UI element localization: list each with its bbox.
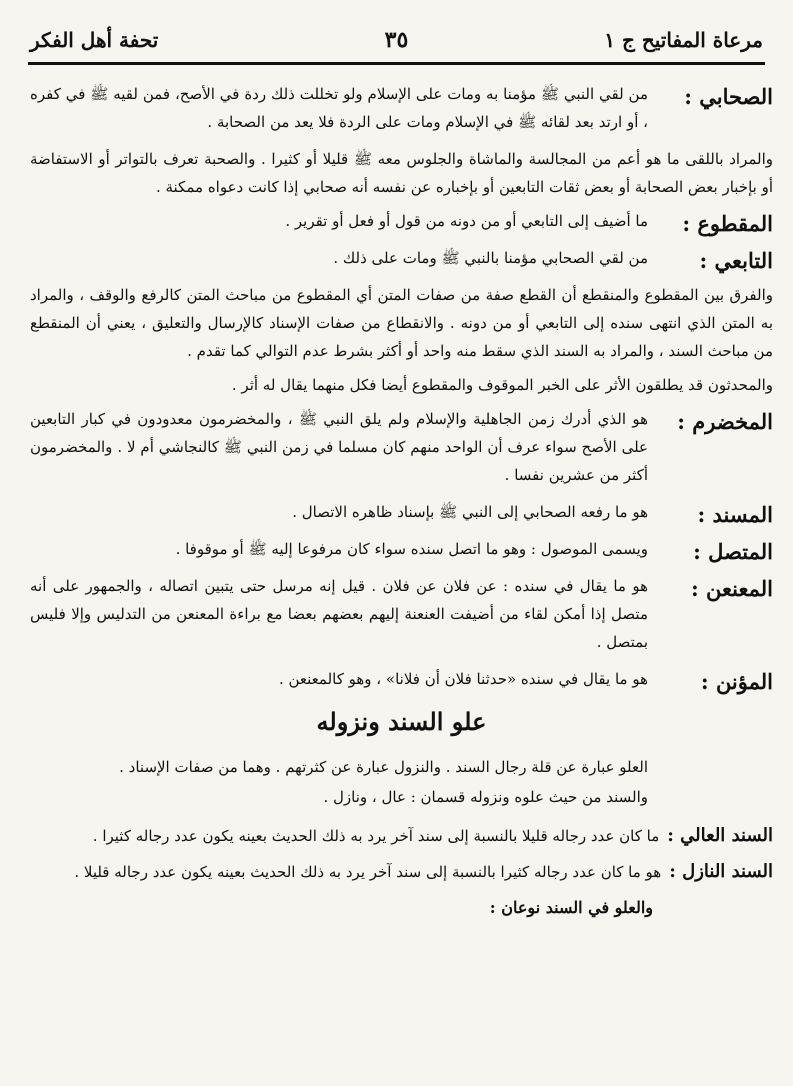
definition-text: هو ما يقال في سنده : عن فلان عن فلان . قيل إنه مرسل حتى يتبين اتصاله ، والجمهور على أنه متصل إذا أمكن لقاء من أضيفت العنعنة إليهم بعضهم بعضا مع براءة المعنعن من التدليس وإلا فليس بمتصل .: [30, 577, 648, 651]
definition-text: من لقي النبي ﷺ مؤمنا به ومات على الإسلام ولو تخللت ذلك ردة في الأصح، فمن لقيه ﷺ في كفره ، أو ارتد بعد لقائه ﷺ في الإسلام ومات على الردة فلا يعد من الصحابة .: [30, 85, 648, 131]
term-sanad-nazil: السند النازل :: [669, 861, 773, 882]
definition-entry: [30, 665, 773, 695]
definition-body: [30, 665, 648, 695]
definition-text: هو ما يقال في سنده «حدثنا فلان أن فلانا» ، وهو كالمعنعن .: [278, 670, 648, 688]
definition-entry: [30, 244, 773, 274]
paragraph: والفرق بين المقطوع والمنقطع أن القطع صفة من صفات المتن أي المقطوع من مباحث المتن كالرفع والوقف ، والمراد به المتن الذي انتهى سنده إلى التابعي أو من دونه . والانقطاع من صفات الإسناد كالإرسال والتعليق ، يعني أن المنقطع من مباحث السند ، والمراد به السند الذي سقط منه واحد أو أكثر بشرط عدم التوالي كما تقدم .: [30, 286, 773, 360]
definition-entry: [30, 498, 773, 528]
term: المسند :: [697, 502, 773, 527]
definition-text: هو ما كان عدد رجاله كثيرا بالنسبة إلى سند آخر يرد به ذلك الحديث بعينه يكون عدد رجاله قليلا .: [74, 863, 662, 881]
paragraph: والمراد باللقى ما هو أعم من المجالسة والماشاة والجلوس معه ﷺ قليلا أو كثيرا . والصحبة تعرف بالتواتر أو الاستفاضة أو بإخبار بعض الصحابة أو بعض ثقات التابعين أو بإخباره عن نفسه أنه صحابي إذا كانت دعواه ممكنة .: [30, 150, 773, 196]
term: التابعي :: [699, 248, 773, 273]
definition-body: [30, 80, 648, 138]
header-title-right: مرعاة المفاتيح ج ١: [604, 28, 763, 52]
term: المؤنن :: [700, 669, 773, 694]
definition-entry: [30, 207, 773, 237]
entries: [30, 80, 773, 922]
closing-line: والعلو في السند نوعان :: [489, 898, 653, 917]
term-sanad-aali: السند العالي :: [667, 825, 773, 846]
paragraph: والمحدثون قد يطلقون الأثر على الخبر الموقوف والمقطوع أيضا فكل منهما يقال له أثر .: [231, 376, 773, 394]
definition-body: [30, 572, 648, 658]
definition-text: ما أضيف إلى التابعي أو من دونه من قول أو فعل أو تقرير .: [285, 212, 648, 230]
definition-body: [30, 405, 648, 491]
term: الصحابي :: [684, 84, 773, 109]
definition-entry: [30, 535, 773, 565]
definition-body: [30, 244, 648, 274]
definition-text: هو الذي أدرك زمن الجاهلية والإسلام ولم يلق النبي ﷺ ، والمخضرمون معدودون في كبار التابعين على الأصح سواء عرف أن الواحد منهم كان مسلما في زمن النبي ﷺ كالنجاشي أم لا . والمخضرمون أكثر من عشرين نفسا .: [30, 410, 648, 484]
definition-sanad-aali: [30, 822, 773, 850]
header-title-left: تحفة أهل الفكر: [30, 28, 159, 52]
definition-body: [30, 498, 648, 528]
term: المتصل :: [693, 539, 773, 564]
section-line: العلو عبارة عن قلة رجال السند . والنزول عبارة عن كثرتهم . وهما من صفات الإسناد .: [119, 758, 648, 776]
term: المخضرم :: [677, 409, 773, 434]
section-title: علو السند ونزوله: [316, 707, 487, 736]
header-rule: [28, 62, 765, 65]
definition-body: [30, 207, 648, 237]
term: المقطوع :: [682, 211, 773, 236]
definition-text: ويسمى الموصول : وهو ما اتصل سنده سواء كان مرفوعا إليه ﷺ أو موقوفا .: [175, 540, 648, 558]
definition-sanad-nazil: [30, 858, 773, 886]
definition-text: ما كان عدد رجاله قليلا بالنسبة إلى سند آخر يرد به ذلك الحديث بعينه يكون عدد رجاله كثيرا .: [92, 827, 660, 845]
definition-entry: [30, 80, 773, 138]
definition-body: [30, 535, 648, 565]
term: المعنعن :: [690, 576, 773, 601]
page-number: ٣٥: [384, 27, 409, 53]
definition-entry: [30, 405, 773, 491]
definition-entry: [30, 572, 773, 658]
definition-text: هو ما رفعه الصحابي إلى النبي ﷺ بإسناد ظاهره الاتصال .: [292, 503, 648, 521]
definition-text: من لقي الصحابي مؤمنا بالنبي ﷺ ومات على ذلك .: [333, 249, 648, 267]
section-line: والسند من حيث علوه ونزوله قسمان : عال ، ونازل .: [323, 788, 648, 806]
page-header: [30, 20, 763, 60]
